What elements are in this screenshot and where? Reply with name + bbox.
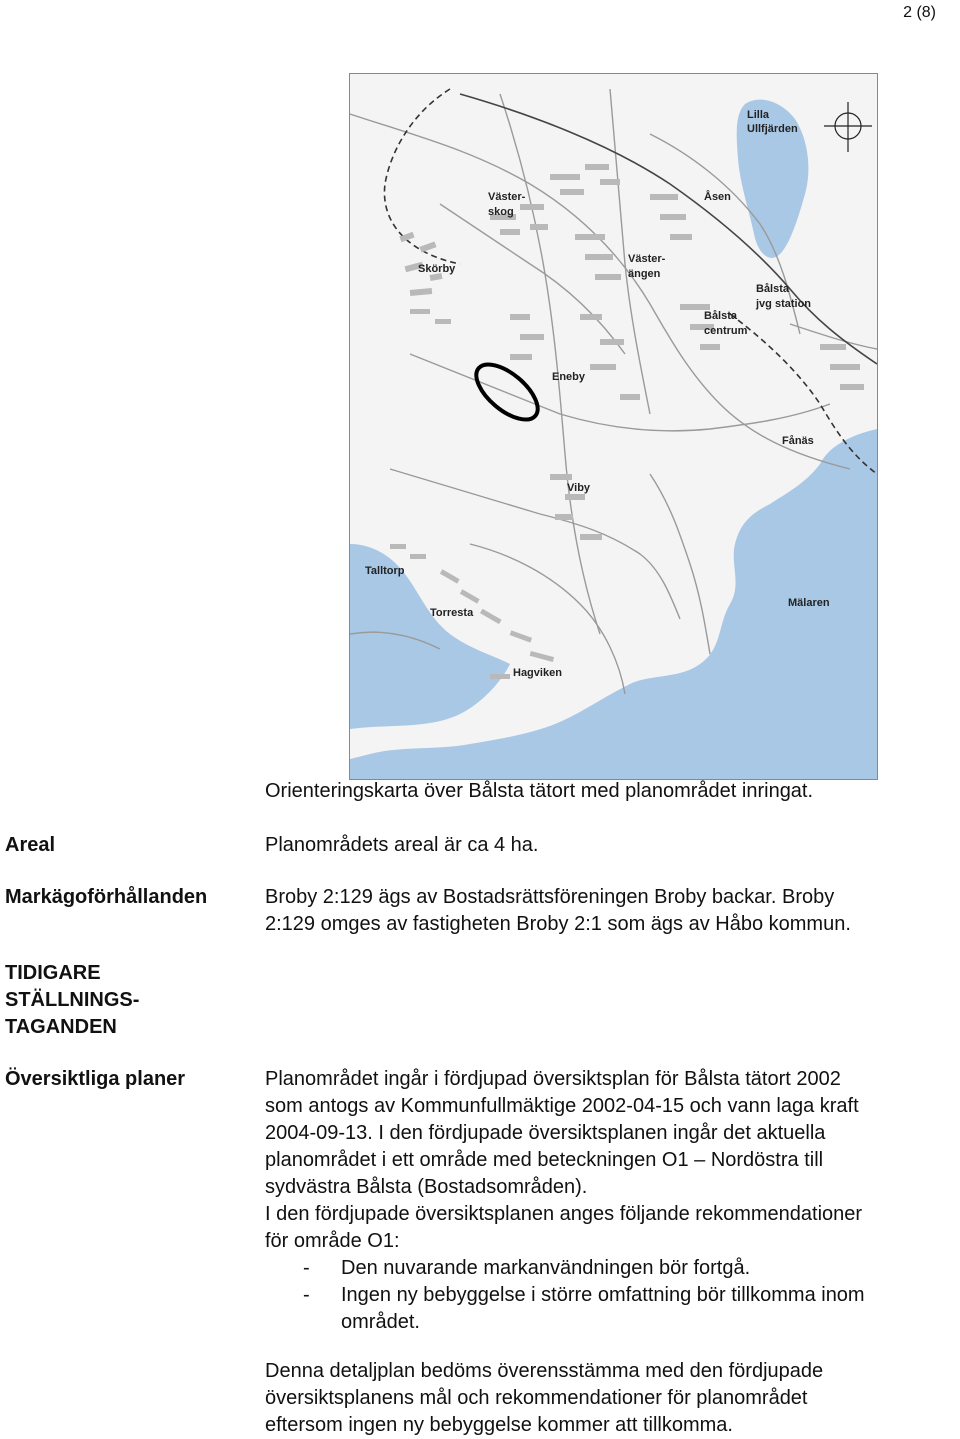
heading-tidigare-stallningstaganden bbox=[5, 960, 139, 1041]
map-label-asen: Åsen bbox=[704, 191, 731, 203]
list-item-text: Den nuvarande markanvändningen bör fortgå. bbox=[341, 1257, 751, 1279]
map-label-ullfjarden: Ullfjärden bbox=[747, 123, 798, 135]
orientation-map bbox=[349, 73, 878, 780]
map-label-talltorp: Talltorp bbox=[365, 565, 405, 577]
text-line: Broby 2:129 ägs av Bostadsrättsföreningen Broby backar. Broby bbox=[265, 886, 835, 908]
list-item bbox=[265, 1282, 960, 1336]
heading-line: TIDIGARE bbox=[5, 962, 101, 984]
map-label-balsta-centrum-2: centrum bbox=[704, 325, 748, 337]
text-line: som antogs av Kommunfullmäktige 2002-04-15 och vann laga kraft bbox=[265, 1095, 859, 1117]
list-item-text: området. bbox=[341, 1311, 420, 1333]
text-line: Denna detaljplan bedöms överensstämma med den fördjupade bbox=[265, 1360, 824, 1382]
text-line: Planområdet ingår i fördjupad översiktsplan för Bålsta tätort 2002 bbox=[265, 1068, 841, 1090]
text-line: I den fördjupade översiktsplanen anges följande rekommendationer bbox=[265, 1203, 863, 1225]
map-label-balsta-jvg-1: Bålsta bbox=[756, 283, 790, 295]
recommendation-list bbox=[265, 1255, 960, 1336]
text-line: översiktsplanens mål och rekommendationer för planområdet bbox=[265, 1387, 808, 1409]
map-label-torresta: Torresta bbox=[430, 607, 474, 619]
map-label-lilla: Lilla bbox=[747, 109, 770, 121]
map-label-skog: skog bbox=[488, 206, 514, 218]
map-caption: Orienteringskarta över Bålsta tätort med planområdet inringat. bbox=[265, 780, 814, 802]
text-line: eftersom ingen ny bebyggelse kommer att tillkomma. bbox=[265, 1414, 733, 1436]
map-label-malaren: Mälaren bbox=[788, 597, 830, 609]
text-line: sydvästra Bålsta (Bostadsområden). bbox=[265, 1176, 588, 1198]
list-dash: - bbox=[303, 1257, 310, 1279]
text-areal: Planområdets areal är ca 4 ha. bbox=[265, 834, 539, 856]
heading-markagoforhallanden: Markägoförhållanden bbox=[5, 886, 208, 908]
map-label-vaster: Väster- bbox=[488, 191, 526, 203]
map-label-vasterangen-1: Väster- bbox=[628, 253, 666, 265]
text-line: 2004-09-13. I den fördjupade översiktsplanen ingår det aktuella bbox=[265, 1122, 826, 1144]
map-label-eneby: Eneby bbox=[552, 371, 586, 383]
map-label-hagviken: Hagviken bbox=[513, 667, 562, 679]
map-label-skorby: Skörby bbox=[418, 263, 456, 275]
list-item bbox=[265, 1255, 960, 1282]
map-label-balsta-centrum-1: Bålsta bbox=[704, 310, 738, 322]
text-conclusion bbox=[265, 1358, 960, 1439]
text-line: för område O1: bbox=[265, 1230, 400, 1252]
map-label-vasterangen-2: ängen bbox=[628, 268, 661, 280]
map-label-viby: Viby bbox=[567, 482, 591, 494]
text-line: 2:129 omges av fastigheten Broby 2:1 som ägs av Håbo kommun. bbox=[265, 913, 851, 935]
heading-line: TAGANDEN bbox=[5, 1016, 117, 1038]
text-line: planområdet i ett område med beteckningen O1 – Nordöstra till bbox=[265, 1149, 824, 1171]
list-dash: - bbox=[303, 1284, 310, 1306]
list-item-text: Ingen ny bebyggelse i större omfattning bör tillkomma inom bbox=[341, 1284, 865, 1306]
heading-areal: Areal bbox=[5, 834, 56, 856]
map-label-fanas: Fånäs bbox=[782, 435, 814, 447]
text-oversiktliga-planer bbox=[265, 1066, 960, 1336]
text-markagoforhallanden bbox=[265, 884, 960, 938]
heading-oversiktliga-planer: Översiktliga planer bbox=[5, 1068, 186, 1090]
map-label-balsta-jvg-2: jvg station bbox=[756, 298, 812, 310]
page-number: 2 (8) bbox=[903, 4, 936, 21]
heading-line: STÄLLNINGS- bbox=[5, 989, 140, 1011]
